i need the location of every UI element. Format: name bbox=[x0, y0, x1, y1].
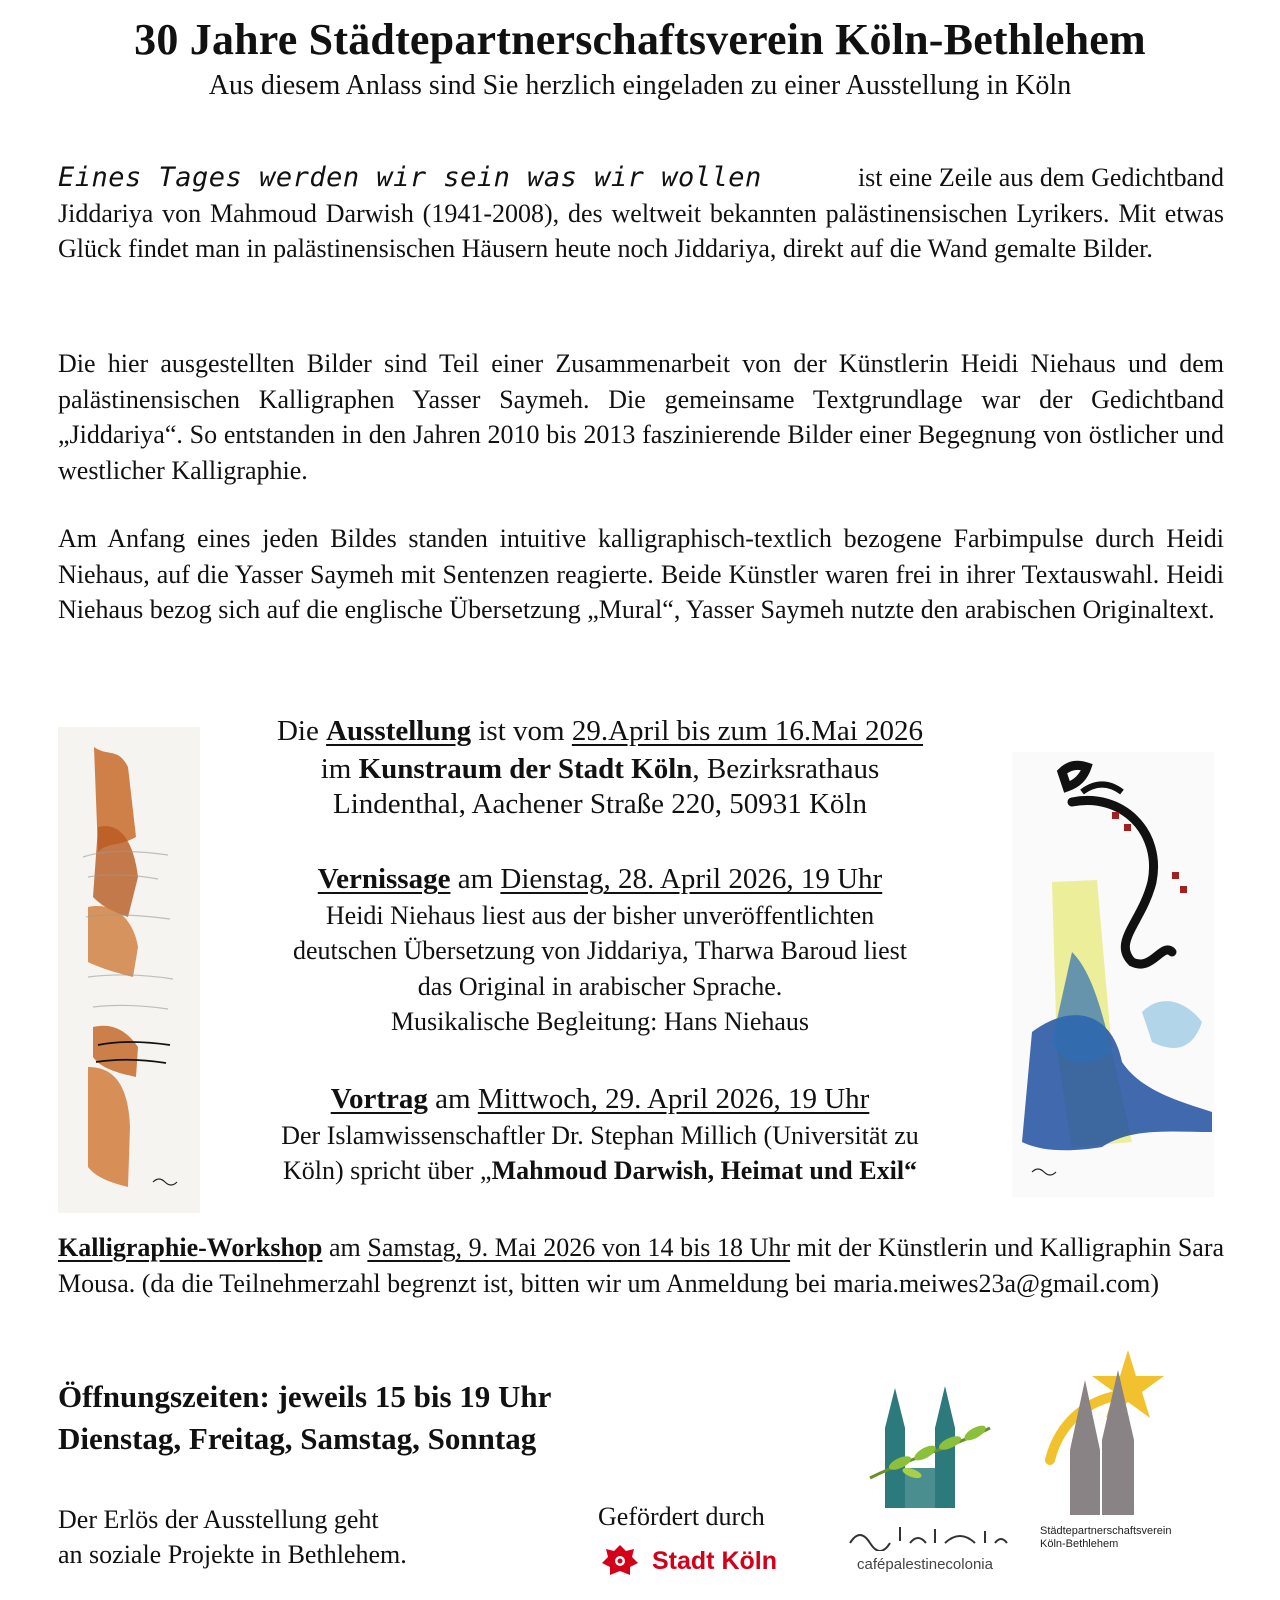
verein-logo bbox=[1040, 1340, 1210, 1570]
workshop-paragraph bbox=[58, 1230, 1224, 1301]
opening-hours bbox=[58, 1376, 551, 1460]
vernissage-date: Dienstag, 28. April 2026, 19 Uhr bbox=[500, 863, 883, 895]
opening-hours-line1: Öffnungszeiten: jeweils 15 bis 19 Uhr bbox=[58, 1379, 552, 1414]
page-title: 30 Jahre Städtepartnerschaftsverein Köln-Bethlehem bbox=[134, 15, 1146, 64]
vernissage-label: Vernissage bbox=[317, 863, 451, 895]
artwork-right-image bbox=[1012, 752, 1214, 1197]
exhibition-line2-rest: , Bezirksrathaus bbox=[692, 752, 880, 785]
vernissage-info bbox=[215, 862, 985, 1040]
intro-rest: Jiddariya von Mahmoud Darwish (1941-2008), des weltweit bekannten palästinensischen Lyrikers. Mit etwas Glück findet man in palästinensischen Häusern heute noch Jiddariya, direkt auf die Wand gemalte Bilder. bbox=[58, 198, 1224, 263]
proceeds-line1: Der Erlös der Ausstellung geht bbox=[58, 1505, 379, 1534]
vernissage-line2: Heidi Niehaus liest aus der bisher unveröffentlichten bbox=[325, 900, 875, 930]
process-paragraph: Am Anfang eines jeden Bildes standen intuitive kalligraphisch-textlich bezogene Farbimpulse durch Heidi Niehaus, auf die Yasser Saymeh mit Sentenzen reagierte. Beide Künstler waren frei in ihrer Textauswahl. Heidi Niehaus bezog sich auf die englische Übersetzung „Mural“, Yasser Saymeh nutzte den arabischen Originaltext. bbox=[58, 524, 1224, 624]
lecture-info bbox=[215, 1082, 985, 1189]
verein-logo-line1: Städtepartnerschaftsverein bbox=[1040, 1525, 1172, 1537]
exhibition-mid: ist vom bbox=[478, 715, 565, 747]
stadt-koeln-logo bbox=[598, 1541, 777, 1581]
verein-logo-line2: Köln-Bethlehem bbox=[1040, 1538, 1119, 1550]
lecture-label: Vortrag bbox=[330, 1083, 428, 1115]
poem-quote: Eines Tages werden wir sein was wir wollen bbox=[58, 162, 762, 193]
vernissage-mid: am bbox=[457, 863, 494, 895]
lecture-line3-prefix: Köln) spricht über „ bbox=[282, 1156, 492, 1185]
exhibition-label: Ausstellung bbox=[326, 715, 472, 747]
lecture-date: Mittwoch, 29. April 2026, 19 Uhr bbox=[477, 1083, 870, 1115]
proceeds-line2: an soziale Projekte in Bethlehem. bbox=[58, 1540, 407, 1569]
workshop-rest: mit der Künstlerin und Kalligraphin Sara Mousa. (da die Teilnehmerzahl begrenzt ist, bitten wir um Anmeldung bei maria.meiwes23a@gmail.com) bbox=[58, 1233, 1225, 1298]
workshop-date: Samstag, 9. Mai 2026 von 14 bis 18 Uhr bbox=[367, 1233, 791, 1262]
exhibition-dates: 29.April bis zum 16.Mai 2026 bbox=[571, 715, 924, 747]
vernissage-line3: deutschen Übersetzung von Jiddariya, Tharwa Baroud liest bbox=[293, 936, 907, 965]
workshop-label: Kalligraphie-Workshop bbox=[58, 1233, 323, 1262]
page-subtitle: Aus diesem Anlass sind Sie herzlich eingeladen zu einer Ausstellung in Köln bbox=[208, 70, 1072, 101]
exhibition-line2-prefix: im bbox=[320, 752, 352, 785]
exhibition-prefix: Die bbox=[276, 715, 319, 747]
stadt-koeln-crest-icon bbox=[598, 1541, 642, 1581]
funded-by-label: Gefördert durch bbox=[598, 1502, 765, 1531]
exhibition-venue: Kunstraum der Stadt Köln bbox=[358, 752, 693, 785]
collaboration-paragraph: Die hier ausgestellten Bilder sind Teil einer Zusammenarbeit von der Künstlerin Heidi Niehaus und dem palästinensischen Kalligraphen Yasser Saymeh. Die gemeinsame Textgrundlage war der Gedichtband „Jiddariya“. So entstanden in den Jahren 2010 bis 2013 faszinierende Bilder einer Begegnung von östlicher und westlicher Kalligraphie. bbox=[58, 349, 1224, 485]
arabic-calligraphy-icon bbox=[840, 1523, 1010, 1551]
intro-line1-rest: ist eine Zeile aus dem Gedichtband bbox=[857, 163, 1224, 192]
exhibition-address: Lindenthal, Aachener Straße 220, 50931 Köln bbox=[333, 788, 867, 820]
intro-paragraph bbox=[58, 160, 1224, 267]
workshop-mid: am bbox=[329, 1233, 361, 1262]
cafe-palestine-logo bbox=[840, 1378, 1010, 1573]
lecture-line2: Der Islamwissenschaftler Dr. Stephan Millich (Universität zu bbox=[281, 1120, 919, 1150]
cafe-palestine-text: cafépalestinecolonia bbox=[857, 1556, 993, 1573]
star-spires-icon bbox=[1040, 1340, 1210, 1520]
opening-hours-line2: Dienstag, Freitag, Samstag, Sonntag bbox=[58, 1421, 537, 1456]
lecture-mid: am bbox=[435, 1083, 471, 1115]
vernissage-line4: das Original in arabischer Sprache. bbox=[417, 971, 783, 1001]
cathedral-olive-icon bbox=[840, 1378, 1010, 1518]
vernissage-line5: Musikalische Begleitung: Hans Niehaus bbox=[390, 1007, 810, 1036]
lecture-topic: Mahmoud Darwish, Heimat und Exil“ bbox=[491, 1156, 918, 1185]
proceeds-note bbox=[58, 1502, 407, 1572]
exhibition-info bbox=[215, 714, 985, 823]
stadt-koeln-text: Stadt Köln bbox=[652, 1546, 777, 1575]
artwork-left-image bbox=[58, 727, 200, 1213]
